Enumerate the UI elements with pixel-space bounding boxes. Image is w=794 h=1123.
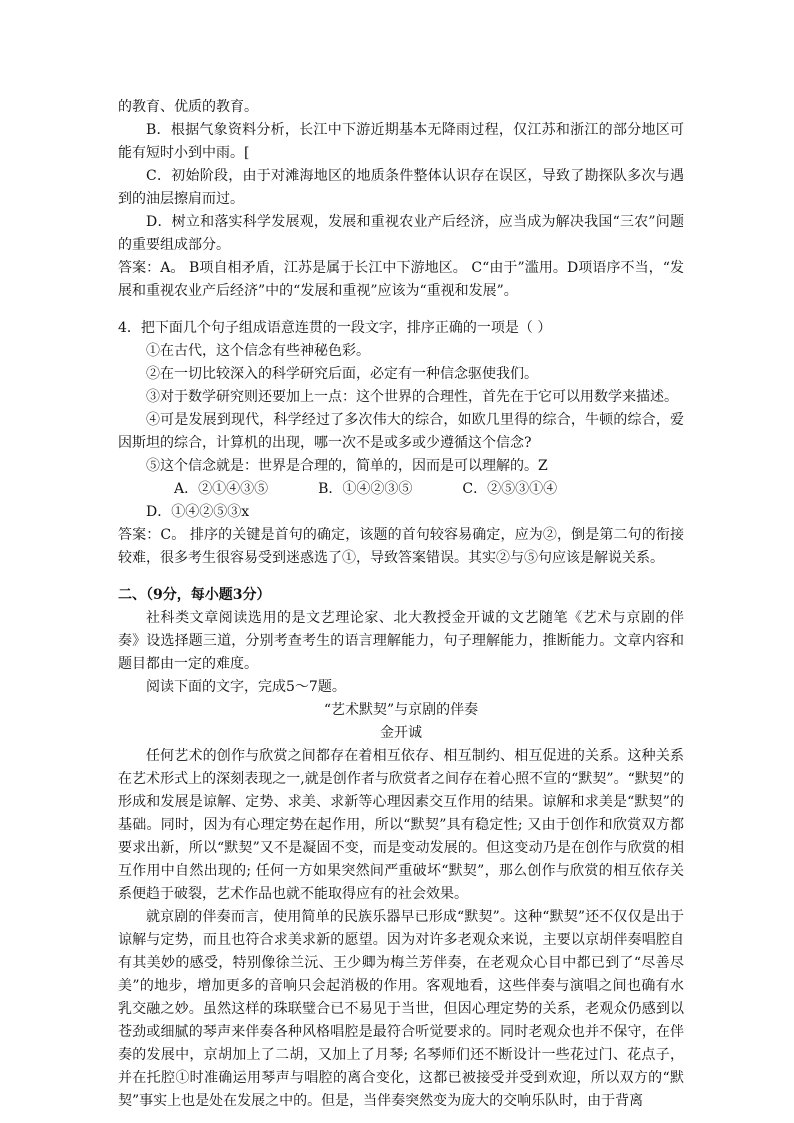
q3-option-c: C．初始阶段，由于对滩海地区的地质条件整体认识存在误区，导致了勘探队多次与遇到的油层擦肩而过。 xyxy=(118,168,684,207)
article-title: “艺术默契”与京剧的伴奏 xyxy=(323,702,479,718)
q4-sentence-4: ④可是发展到现代，科学经过了多次伟大的综合，如欧几里得的综合，牛顿的综合，爱因斯坦的综合，计算机的出现，哪一次不是或多或少遵循这个信念? xyxy=(118,412,684,451)
q4-option-a: A．②①④③⑤ xyxy=(174,481,269,497)
q4-sentence-3: ③对于数学研究则还要加上一点：这个世界的合理性，首先在于它可以用数学来描述。 xyxy=(146,389,678,405)
q3-option-a-continued: 的教育、优质的教育。 xyxy=(118,99,258,115)
q4-answer: 答案：C。 排序的关键是首句的确定，该题的首句较容易确定，应为②，倒是第二句的衔接较难，很多考生很容易受到迷惑选了①，导致答案错误。其实②与⑤句应该是解说关系。 xyxy=(118,527,684,566)
q4-option-d: D．①④②⑤③x xyxy=(146,504,250,520)
section-heading: 二、（9分，每小题3分） xyxy=(118,587,271,603)
document-page xyxy=(118,96,684,1113)
q3-option-d: D．树立和落实科学发展观，发展和重视农业产后经济，应当成为解决我国“三农”问题的重要组成部分。 xyxy=(118,214,684,253)
spacer xyxy=(118,303,684,317)
q4-options xyxy=(118,478,684,524)
q4-stem: 4．把下面几个句子组成语意连贯的一段文字，排序正确的一项是（ ） xyxy=(118,320,552,336)
q4-sentence-5: ⑤这个信念就是：世界是合理的，简单的，因而是可以理解的。Z xyxy=(146,458,548,474)
reading-instruction: 阅读下面的文字，完成5～7题。 xyxy=(146,679,346,695)
q3-option-b: B．根据气象资料分析，长江中下游近期基本无降雨过程，仅江苏和浙江的部分地区可能有短时小到中雨。[ xyxy=(118,122,684,161)
spacer xyxy=(118,570,684,584)
article-author: 金开诚 xyxy=(380,725,422,741)
q4-sentence-1: ①在古代，这个信念有些神秘色彩。 xyxy=(146,343,370,359)
q4-option-b: B．①④②③⑤ xyxy=(318,481,413,497)
article-paragraph-2: 就京剧的伴奏而言，使用简单的民族乐器早已形成“默契”。这种“默契”还不仅仅是出于谅解与定势，而且也符合求美求新的愿望。因为对许多老观众来说，主要以京胡伴奏唱腔自有其美妙的感受，特别像徐兰沅、王少卿为梅兰芳伴奏，在老观众心目中都已到了“尽善尽美”的地步，增加更多的音响只会起消极的作用。客观地看，这些伴奏与演唱之间也确有水乳交融之妙。虽然这样的珠联璧合已不易见于当世，但因心理定势的关系，老观众仍感到以苍劲或细腻的琴声来伴奏各种风格唱腔是最符合听觉要求的。同时老观众也并不保守，在伴奏的发展中，京胡加上了二胡，又加上了月琴; 名琴师们还不断设计一些花过门、花点子，并在托腔①时准确运用琴声与唱腔的离合变化，这都已被接受并受到欢迎，所以双方的“默契”事实上也是处在发展之中的。但是，当伴奏突然变为庞大的交响乐队时，由于背离 xyxy=(118,909,684,1109)
q4-sentence-2: ②在一切比较深入的科学研究后面，必定有一种信念驱使我们。 xyxy=(146,366,538,382)
q3-answer: 答案：A。 B项自相矛盾，江苏是属于长江中下游地区。 C“由于”滥用。D项语序不当，“发展和重视农业产后经济”中的“发展和重视”应该为“重视和发展”。 xyxy=(118,260,684,299)
article-paragraph-1: 任何艺术的创作与欣赏之间都存在着相互依存、相互制约、相互促进的关系。这种关系在艺术形式上的深刻表现之一,就是创作者与欣赏者之间存在着心照不宣的“默契”。“默契”的形成和发展是谅解、定势、求美、求新等心理因素交互作用的结果。谅解和求美是“默契”的基础。同时，因为有心理定势在起作用，所以“默契”具有稳定性; 又由于创作和欣赏双方都要求出新，所以“默契”又不是凝固不变，而是变动发展的。但这变动乃是在创作与欣赏的相互作用中自然出现的; 任何一方如果突然间严重破坏“默契”，那么创作与欣赏的相互依存关系便趋于破裂，艺术作品也就不能取得应有的社会效果。 xyxy=(118,748,684,902)
section-intro: 社科类文章阅读选用的是文艺理论家、北大教授金开诚的文艺随笔《艺术与京剧的伴奏》设选择题三道，分别考查考生的语言理解能力，句子理解能力，推断能力。文章内容和题目都由一定的难度。 xyxy=(118,610,684,672)
q4-option-c: C．②⑤③①④ xyxy=(462,481,558,497)
